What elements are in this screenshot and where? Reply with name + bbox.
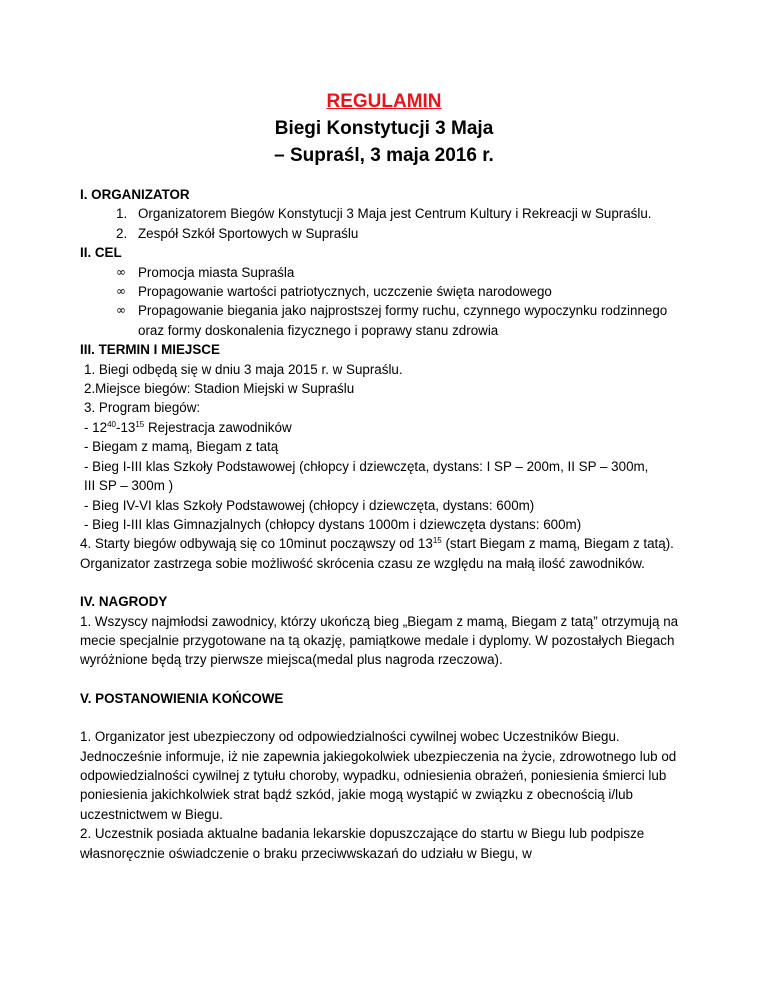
list-item: ∞ Promocja miasta Supraśla [80, 263, 690, 282]
program-item: - Bieg IV-VI klas Szkoły Podstawowej (chłopcy i dziewczęta, dystans: 600m) [84, 497, 535, 513]
document-title: REGULAMIN [326, 91, 442, 112]
list-item: 1. Organizatorem Biegów Konstytucji 3 Maja jest Centrum Kultury i Rekreacji w Supraślu. [116, 206, 652, 222]
paragraph: 1. Wszyscy najmłodsi zawodnicy, którzy ukończą bieg „Biegam z mamą, Biegam z tatą” otrzymują na mecie specjalnie przygotowane na tą okazję, pamiątkowe medale i dyplomy. W pozostałych Biegach wyróżnione będą trzy pierwsze miejsca(medal plus nagroda rzeczowa). [80, 613, 679, 668]
infinity-bullet-icon: ∞ [116, 264, 126, 279]
list-item: ∞ Propagowanie wartości patriotycznych, uczczenie święta narodowego [80, 282, 690, 301]
section-heading-termin: III. TERMIN I MIEJSCE [80, 342, 220, 358]
document-body [80, 185, 690, 863]
paragraph: 3. Program biegów: [84, 400, 201, 416]
infinity-bullet-icon: ∞ [116, 303, 126, 318]
section-heading-postanowienia: V. POSTANOWIENIA KOŃCOWE [80, 690, 284, 706]
program-item: - Bieg I-III klas Gimnazjalnych (chłopcy dystans 1000m i dziewczęta dystans: 600m) [84, 516, 582, 532]
section-heading-cel: II. CEL [80, 245, 122, 261]
paragraph-starts: 4. Starty biegów odbywają się co 10minut począwszy od $13^{15}$ (start Biegam z mamą, Biegam z tatą). Organizator zastrzega sobie możliwość skrócenia czasu ze względu na małą ilość zawodników. [80, 536, 674, 571]
section-heading-nagrody: IV. NAGRODY [80, 594, 168, 610]
event-place-date: – Supraśl, 3 maja 2016 r. [274, 145, 494, 166]
program-item-continued: III SP – 300m ) [84, 478, 174, 494]
program-item: - Biegam z mamą, Biegam z tatą [84, 439, 279, 455]
paragraph: 1. Biegi odbędą się w dniu 3 maja 2015 r. w Supraślu. [84, 361, 403, 377]
section-heading-organizator: I. ORGANIZATOR [80, 187, 190, 202]
program-item-registration: - $12^{40}-13^{15}$ Rejestracja zawodników [84, 419, 292, 435]
title-block [0, 88, 768, 169]
program-item: - Bieg I-III klas Szkoły Podstawowej (chłopcy i dziewczęta, dystans: I SP – 200m, II SP – 300m, [84, 458, 649, 474]
infinity-bullet-icon: ∞ [116, 284, 126, 299]
list-item: ∞ Propagowanie biegania jako najprostszej formy ruchu, czynnego wypoczynku rodzinnego oraz formy doskonalenia fizycznego i poprawy stanu zdrowia [80, 301, 690, 340]
event-name: Biegi Konstytucji 3 Maja [274, 118, 494, 139]
paragraph: 1. Organizator jest ubezpieczony od odpowiedzialności cywilnej wobec Uczestników Biegu. Jednocześnie informuje, iż nie zapewnia jakiegokolwiek ubezpieczenia na życie, zdrowotnego lub od odpowiedzialności cywilnej z tytułu choroby, wypadku, odniesienia obrażeń, poniesienia śmierci lub poniesienia jakichkolwiek strat bądź szkód, jakie mogą wystąpić w związku z obecnością i/lub uczestnictwem w Biegu. [80, 729, 677, 822]
paragraph: 2. Uczestnik posiada aktualne badania lekarskie dopuszczające do startu w Biegu lub podpisze własnoręcznie oświadczenie o braku przeciwwskazań do udziału w Biegu, w [80, 826, 645, 861]
list-item: 2. Zespół Szkół Sportowych w Supraślu [116, 225, 359, 241]
paragraph: 2.Miejsce biegów: Stadion Miejski w Supraślu [84, 381, 355, 397]
